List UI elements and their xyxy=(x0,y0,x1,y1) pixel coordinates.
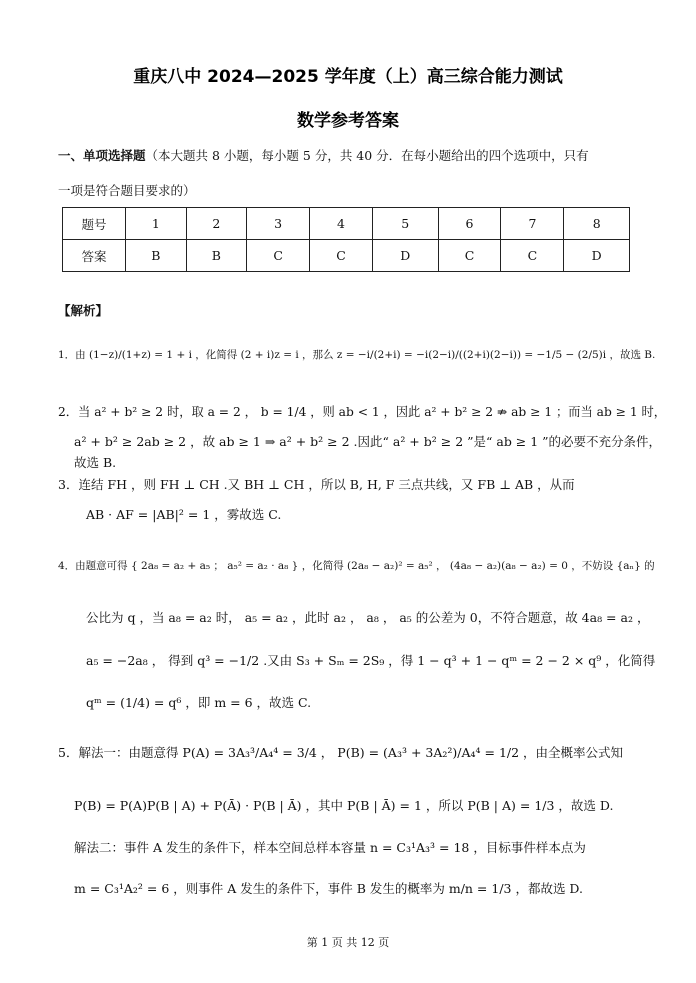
table-cell: 6 xyxy=(438,208,501,240)
table-cell: B xyxy=(186,240,247,272)
table-cell: 5 xyxy=(372,208,438,240)
table-row xyxy=(63,240,630,272)
solution-5-line-1: 5．解法一：由题意得 P(A) = 3A₃³/A₄⁴ = 3/4 ， P(B) = (A₃³ + 3A₂²)/A₄⁴ = 1/2 ，由全概率公式知 xyxy=(58,745,624,760)
table-cell: 1 xyxy=(126,208,187,240)
table-cell-label: 答案 xyxy=(63,240,126,272)
solution-2-line-2: a² + b² ≥ 2ab ≥ 2 ，故 ab ≥ 1 ⇒ a² + b² ≥ 2 .因此“ a² + b² ≥ 2 ”是“ ab ≥ 1 ”的必要不充分条件， xyxy=(74,434,662,449)
solution-3-line-1: 3．连结 FH ，则 FH ⊥ CH .又 BH ⊥ CH ，所以 B, H, F 三点共线，又 FB ⊥ AB ，从而 xyxy=(58,477,575,492)
section1-instructions-a: （本大题共 8 小题，每小题 5 分，共 40 分．在每小题给出的四个选项中，只有 xyxy=(145,148,589,163)
solution-1: 1．由 (1−z)/(1+z) = 1 + i ，化简得 (2 + i)z = i ，那么 z = −i/(2+i) = −i(2−i)/((2+i)(2−i)) = −1/5 − (2/5)i ，故选 B. xyxy=(58,349,656,361)
section1-heading: 一、单项选择题 xyxy=(58,148,146,163)
analysis-label: 【解析】 xyxy=(58,303,109,318)
table-cell: 3 xyxy=(247,208,310,240)
solution-5-line-3: 解法二：事件 A 发生的条件下，样本空间总样本容量 n = C₃¹A₃³ = 18 ，目标事件样本点为 xyxy=(74,840,586,855)
solution-5-line-2: P(B) = P(A)P(B | A) + P(Ā) · P(B | Ā) ，其中 P(B | Ā) = 1 ，所以 P(B | A) = 1/3 ，故选 D. xyxy=(74,798,614,813)
page-footer: 第 1 页 共 12 页 xyxy=(306,936,390,949)
table-cell: B xyxy=(126,240,187,272)
solution-3-line-2: AB · AF = |AB|² = 1 ，雾故选 C. xyxy=(86,507,282,522)
table-cell: C xyxy=(438,240,501,272)
solution-4-line-4: qᵐ = (1/4) = q⁶ ，即 m = 6 ，故选 C. xyxy=(86,695,312,710)
table-cell: 7 xyxy=(501,208,564,240)
solution-4-line-2: 公比为 q ，当 a₈ = a₂ 时， a₅ = a₂ ，此时 a₂ ， a₈ ， a₅ 的公差为 0，不符合题意，故 4a₈ = a₂ ， xyxy=(86,610,650,625)
table-row xyxy=(63,208,630,240)
table-cell-label: 题号 xyxy=(63,208,126,240)
table-cell: 2 xyxy=(186,208,247,240)
answer-table xyxy=(62,207,630,272)
section1-header xyxy=(58,147,589,165)
table-cell: 4 xyxy=(310,208,373,240)
solution-4-line-3: a₅ = −2a₈ ， 得到 q³ = −1/2 .又由 S₃ + Sₘ = 2S₉ ，得 1 − q³ + 1 − qᵐ = 2 − 2 × q⁹ ，化简得 xyxy=(86,653,656,668)
table-cell: C xyxy=(310,240,373,272)
table-cell: C xyxy=(247,240,310,272)
table-cell: D xyxy=(372,240,438,272)
section1-instructions-b: 一项是符合题目要求的） xyxy=(58,183,196,198)
document-title: 重庆八中 2024—2025 学年度（上）高三综合能力测试 xyxy=(133,67,563,87)
table-cell: 8 xyxy=(564,208,630,240)
solution-5-line-4: m = C₃¹A₂² = 6 ，则事件 A 发生的条件下，事件 B 发生的概率为 m/n = 1/3 ，都故选 D. xyxy=(74,881,583,896)
table-cell: D xyxy=(564,240,630,272)
solution-2-line-1: 2．当 a² + b² ≥ 2 时，取 a = 2 ， b = 1/4 ，则 ab < 1 ，因此 a² + b² ≥ 2 ⇏ ab ≥ 1 ；而当 ab ≥ 1 时， xyxy=(58,405,667,419)
solution-2-line-3: 故选 B. xyxy=(74,455,117,470)
document-subtitle: 数学参考答案 xyxy=(297,111,399,131)
solution-4-line-1: 4．由题意可得 { 2a₈ = a₂ + a₅ ； a₅² = a₂ · a₈ } ，化简得 (2a₈ − a₂)² = a₅² ， (4a₈ − a₂)(a₈ − a₂) = 0 ，不妨设 {aₙ} 的 xyxy=(58,560,655,572)
table-cell: C xyxy=(501,240,564,272)
